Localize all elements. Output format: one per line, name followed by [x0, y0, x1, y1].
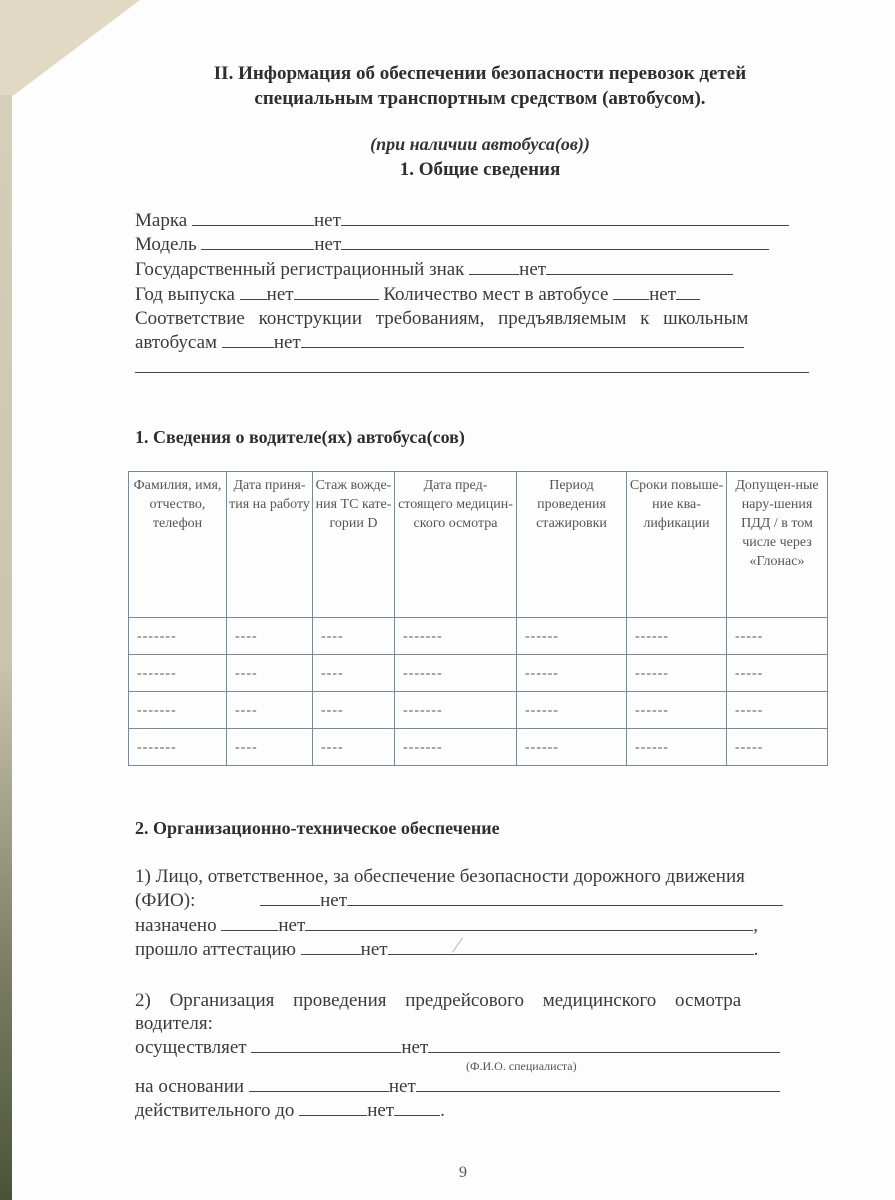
table-cell: ----	[313, 655, 395, 692]
table-cell: ----	[313, 692, 395, 729]
column-header-violations: Допущен-ные нару-шения ПДД / в том числе через «Глонас»	[727, 472, 828, 618]
model-blank	[201, 232, 314, 250]
year-blank-2	[294, 282, 379, 300]
document-title-line-1: II. Информация об обеспечении безопасности перевозок детей	[213, 63, 747, 84]
table-cell: -------	[129, 655, 227, 692]
table-cell: -------	[129, 729, 227, 766]
specialist-fio-caption: (Ф.И.О. специалиста)	[466, 1059, 577, 1073]
table-cell: ------	[517, 729, 627, 766]
valid-until-value: нет	[367, 1100, 395, 1121]
brand-value: нет	[313, 210, 341, 231]
compliance-label-text: Соответствие конструкции требованиям, предъявляемым к школьным	[135, 308, 749, 329]
table-row	[129, 729, 828, 766]
table-cell: -------	[395, 655, 517, 692]
model-blank-2	[341, 232, 769, 250]
column-header-medical-date: Дата пред-стоящего медицин-ского осмотра	[395, 472, 517, 618]
seats-label: Количество мест в автобусе	[383, 284, 609, 305]
table-cell: ------	[517, 655, 627, 692]
basis-blank-2	[416, 1074, 780, 1092]
appointed-value: нет	[278, 915, 306, 936]
table-cell: -----	[727, 618, 828, 655]
basis-field	[135, 1074, 780, 1099]
valid-until-blank	[299, 1098, 367, 1116]
brand-blank	[192, 208, 314, 226]
certified-field: прошло аттестацию нет .	[135, 939, 759, 960]
year-value: нет	[266, 284, 294, 305]
reg-plate-blank	[469, 257, 519, 275]
compliance-extra-line	[135, 355, 809, 380]
seats-blank	[613, 282, 649, 300]
valid-until-field: действительного до нет .	[135, 1100, 445, 1121]
column-header-hire-date: Дата приня-тия на работу	[227, 472, 313, 618]
drivers-section-heading: 1. Сведения о водителе(ях) автобуса(сов)	[135, 427, 465, 447]
table-cell: -------	[129, 692, 227, 729]
fio-label: (ФИО):	[135, 890, 196, 911]
table-cell: -----	[727, 655, 828, 692]
table-cell: ----	[227, 655, 313, 692]
table-cell: -------	[395, 729, 517, 766]
column-header-internship: Период проведения стажировки	[517, 472, 627, 618]
table-cell: ------	[627, 729, 727, 766]
table-cell: -----	[727, 729, 828, 766]
certified-blank	[301, 937, 361, 955]
performs-value: нет	[401, 1037, 429, 1058]
compliance-blank-2	[301, 330, 744, 348]
medical-check-intro-2: водителя:	[135, 1013, 213, 1034]
valid-until-label: действительного до	[135, 1100, 295, 1121]
compliance-blank	[222, 330, 274, 348]
table-cell: ------	[517, 618, 627, 655]
certified-label: прошло аттестацию	[135, 939, 296, 960]
table-cell: ------	[517, 692, 627, 729]
year-label: Год выпуска	[135, 284, 235, 305]
reg-plate-blank-2	[546, 257, 733, 275]
table-cell: -------	[395, 618, 517, 655]
page-number: 9	[459, 1164, 467, 1181]
responsible-person-intro: 1) Лицо, ответственное, за обеспечение безопасности дорожного движения	[135, 866, 745, 887]
table-cell: ----	[227, 692, 313, 729]
org-section-heading: 2. Организационно-техническое обеспечение	[135, 818, 500, 838]
certified-blank-2	[388, 937, 754, 955]
table-cell: ----	[313, 729, 395, 766]
appointed-label: назначено	[135, 915, 217, 936]
condition-note: (при наличии автобуса(ов))	[370, 134, 590, 154]
valid-until-blank-2	[394, 1098, 440, 1116]
table-cell: ----	[227, 729, 313, 766]
performs-blank-2	[428, 1035, 780, 1053]
reg-plate-value: нет	[519, 259, 547, 280]
section-general-heading: 1. Общие сведения	[399, 159, 561, 180]
model-label: Модель	[135, 234, 197, 255]
column-header-experience: Стаж вожде-ния ТС кате-гории D	[313, 472, 395, 618]
fio-blank-2	[347, 888, 783, 906]
basis-label: на основании	[135, 1076, 245, 1097]
compliance-blank-3	[135, 355, 809, 373]
brand-field	[135, 208, 789, 233]
table-row	[129, 618, 828, 655]
reg-plate-label: Государственный регистрационный знак	[135, 259, 465, 280]
year-blank	[240, 282, 267, 300]
fio-value: нет	[320, 890, 348, 911]
basis-blank	[249, 1074, 389, 1092]
brand-blank-2	[341, 208, 789, 226]
table-cell: ------	[627, 692, 727, 729]
compliance-field	[135, 330, 744, 355]
column-header-name: Фамилия, имя, отчество, телефон	[129, 472, 227, 618]
certified-value: нет	[360, 939, 388, 960]
basis-value: нет	[388, 1076, 416, 1097]
table-cell: -----	[727, 692, 828, 729]
seats-value: нет	[649, 284, 677, 305]
table-cell: ----	[313, 618, 395, 655]
appointed-blank-2	[305, 913, 753, 931]
table-cell: -------	[395, 692, 517, 729]
document-title-line-2: специальным транспортным средством (автобусом).	[254, 88, 706, 109]
seats-blank-2	[676, 282, 700, 300]
appointed-field: назначено нет ,	[135, 915, 759, 936]
table-cell: ----	[227, 618, 313, 655]
table-row	[129, 692, 828, 729]
performs-blank	[251, 1035, 401, 1053]
model-field	[135, 232, 769, 257]
responsible-fio-field	[135, 888, 783, 913]
table-cell: ------	[627, 655, 727, 692]
brand-label: Марка	[135, 210, 188, 231]
compliance-label: автобусам	[135, 332, 218, 353]
performs-label: осуществляет	[135, 1037, 247, 1058]
column-header-qualification: Сроки повыше-ние ква-лификации	[627, 472, 727, 618]
reg-plate-field	[135, 257, 733, 282]
table-row	[129, 655, 828, 692]
model-value: нет	[314, 234, 342, 255]
table-cell: -------	[129, 618, 227, 655]
medical-check-intro: 2) Организация проведения предрейсового медицинского осмотра	[135, 990, 742, 1011]
compliance-value: нет	[273, 332, 301, 353]
drivers-table-header-row	[129, 472, 828, 618]
performs-field	[135, 1035, 780, 1060]
year-seats-field	[135, 282, 700, 307]
compliance-label-line-1	[135, 306, 817, 331]
appointed-blank	[221, 913, 278, 931]
drivers-table	[128, 471, 828, 766]
table-cell: ------	[627, 618, 727, 655]
fio-blank	[260, 888, 320, 906]
